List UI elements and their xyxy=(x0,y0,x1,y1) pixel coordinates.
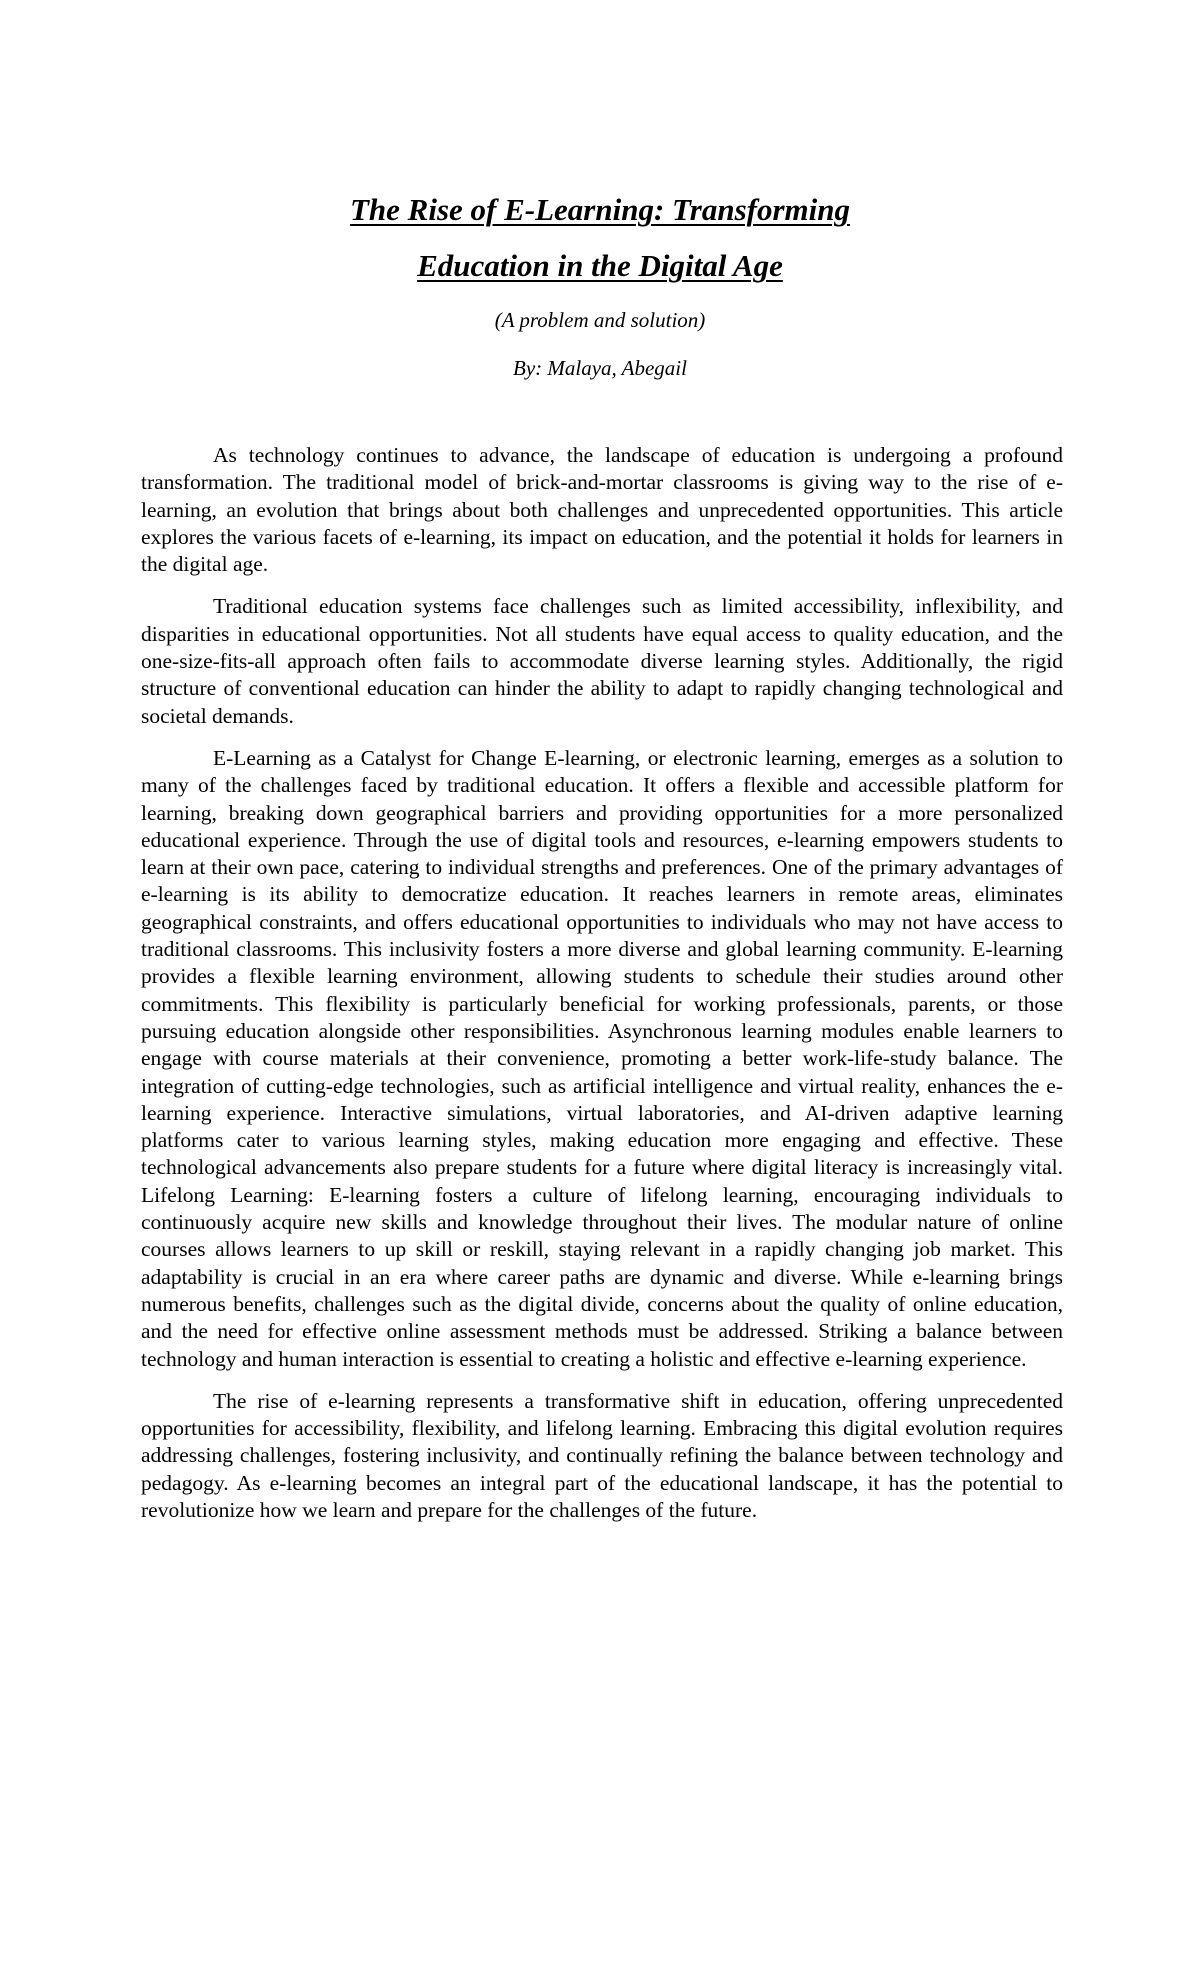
paragraph-conclusion: The rise of e-learning represents a transformative shift in education, offering unprecedented opportunities for accessibility, flexibility, and lifelong learning. Embracing this digital evolution requires addressing challenges, fostering inclusivity, and continually refining the balance between technology and pedagogy. As e-learning becomes an integral part of the educational landscape, it has the potential to revolutionize how we learn and prepare for the challenges of the future. xyxy=(141,1388,1063,1522)
byline: By: Malaya, Abegail xyxy=(513,356,687,380)
title-line-1: The Rise of E-Learning: Transforming xyxy=(349,192,851,227)
paragraph-problem: Traditional education systems face challenges such as limited accessibility, inflexibility, and disparities in educational opportunities. Not all students have equal access to quality education, and the one-size-fits-all approach often fails to accommodate diverse learning styles. Additionally, the rigid structure of conventional education can hinder the ability to adapt to rapidly changing technological and societal demands. xyxy=(141,594,1063,728)
paragraph-intro: As technology continues to advance, the landscape of education is undergoing a profound transformation. The traditional model of brick-and-mortar classrooms is giving way to the rise of e-learning, an evolution that brings about both challenges and unprecedented opportunities. This article explores the various facets of e-learning, its impact on education, and the potential it holds for learners in the digital age. xyxy=(141,443,1063,577)
title-line-2: Education in the Digital Age xyxy=(417,248,783,283)
paragraph-solution: E-Learning as a Catalyst for Change E-learning, or electronic learning, emerges as a solution to many of the challenges faced by traditional education. It offers a flexible and accessible platform for learning, breaking down geographical barriers and providing opportunities for a more personalized educational experience. Through the use of digital tools and resources, e-learning empowers students to learn at their own pace, catering to individual strengths and preferences. One of the primary advantages of e-learning is its ability to democratize education. It reaches learners in remote areas, eliminates geographical constraints, and offers educational opportunities to individuals who may not have access to traditional classrooms. This inclusivity fosters a more diverse and global learning community. E-learning provides a flexible learning environment, allowing students to schedule their studies around other commitments. This flexibility is particularly beneficial for working professionals, parents, or those pursuing education alongside other responsibilities. Asynchronous learning modules enable learners to engage with course materials at their convenience, promoting a better work-life-study balance. The integration of cutting-edge technologies, such as artificial intelligence and virtual reality, enhances the e-learning experience. Interactive simulations, virtual laboratories, and AI-driven adaptive learning platforms cater to various learning styles, making education more engaging and effective. These technological advancements also prepare students for a future where digital literacy is increasingly vital. Lifelong Learning: E-learning fosters a culture of lifelong learning, encouraging individuals to continuously acquire new skills and knowledge throughout their lives. The modular nature of online courses allows learners to up skill or reskill, staying relevant in a rapidly changing job market. This adaptability is crucial in an era where career paths are dynamic and diverse. While e-learning brings numerous benefits, challenges such as the digital divide, concerns about the quality of online education, and the need for effective online assessment methods must be addressed. Striking a balance between technology and human interaction is essential to creating a holistic and effective e-learning experience. xyxy=(141,745,1063,1371)
title-block xyxy=(0,190,1200,382)
body-text xyxy=(141,442,1063,1539)
subtitle: (A problem and solution) xyxy=(494,308,706,332)
